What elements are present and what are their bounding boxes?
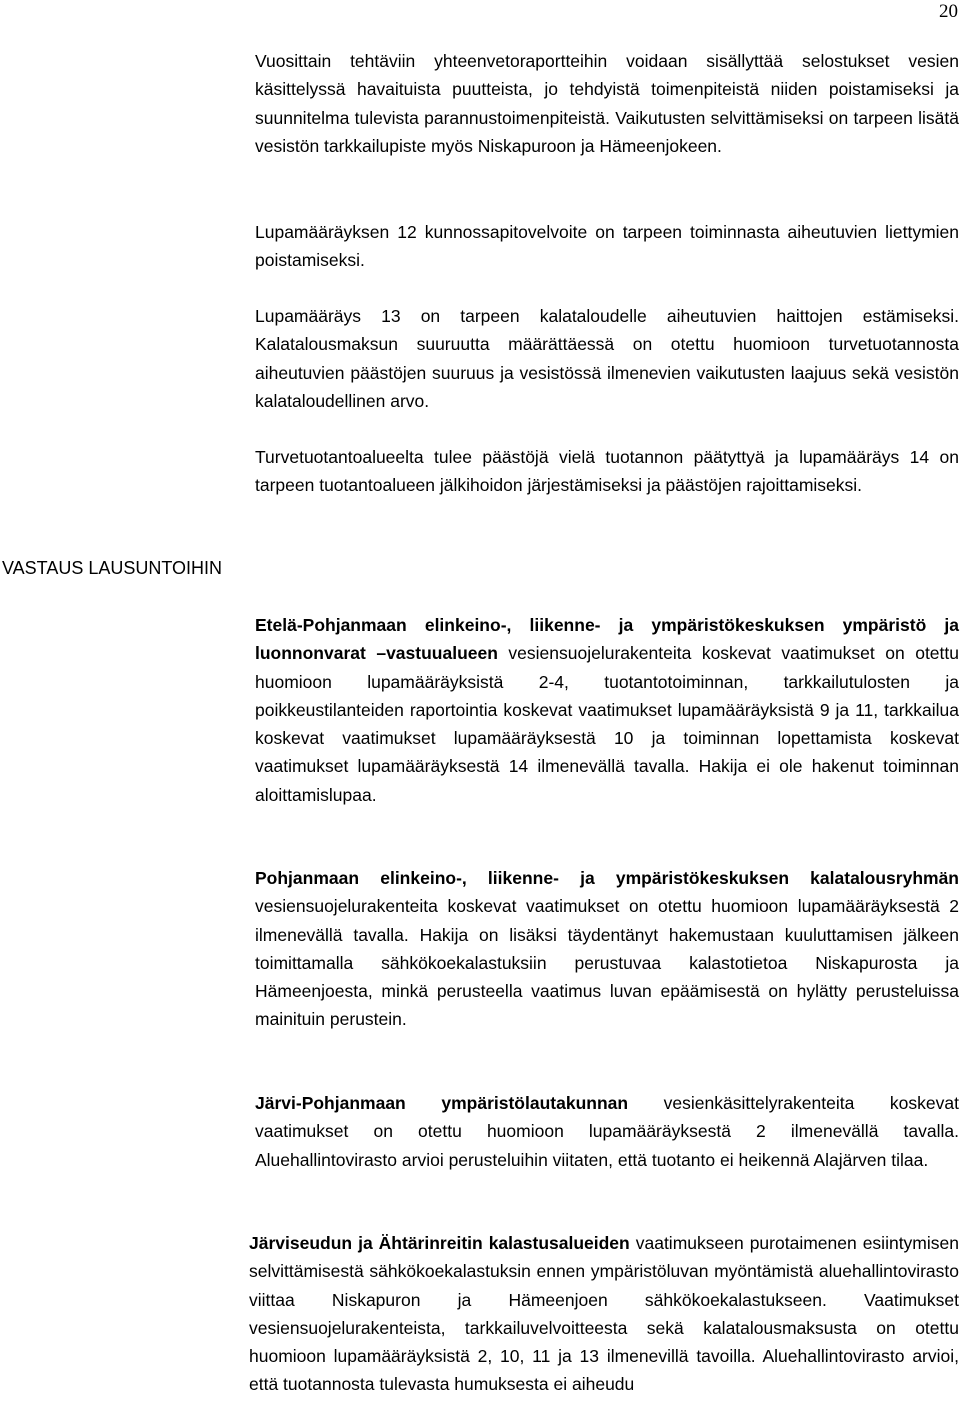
page-number: 20	[939, 1, 958, 22]
response-text: vesiensuojelurakenteita koskevat vaatimukset on otettu huomioon lupamääräyksestä 2 ilmenevällä tavalla. Hakija on lisäksi täydentänyt hakemustaan kuuluttamisen jälkeen toimittamalla sähkökoekalastuksiin perustuvaa kalastotietoa Niskapurosta ja Hämeenjoesta, minkä perusteella vaatimus luvan epäämisestä on hylätty perusteluissa mainituin perustein.	[255, 896, 959, 1030]
response-authority: Järvi-Pohjanmaan ympäristölautakunnan	[255, 1093, 629, 1113]
response-jarviseutu	[249, 1229, 959, 1399]
response-etela-pohjanmaa	[255, 611, 959, 809]
response-authority: Etelä-Pohjanmaan elinkeino-, liikenne- ja ympäristökeskuksen ympäristö ja luonnonvarat –vastuualueen	[255, 615, 959, 664]
paragraph-permit-12: Lupamääräyksen 12 kunnossapitovelvoite on tarpeen toiminnasta aiheutuvien liettymien poistamiseksi.	[255, 222, 959, 271]
side-heading: VASTAUS LAUSUNTOIHIN	[2, 558, 223, 578]
paragraph-permit-13: Lupamääräys 13 on tarpeen kalataloudelle aiheutuvien haittojen estämiseksi. Kalatalousmaksun suuruutta määrättäessä on otettu huomioon turvetuotannosta aiheutuvien päästöjen suuruus ja vesistössä ilmenevien vaikutusten laajuus sekä vesistön kalataloudellinen arvo.	[255, 306, 959, 411]
response-pohjanmaa	[255, 864, 959, 1034]
response-text: vaatimukseen purotaimenen esiintymisen selvittämisestä sähkökoekalastuksin ennen ympäristöluvan myöntämistä aluehallintovirasto viittaa Niskapuron ja Hämeenjoen sähkökoekalastukseen. Vaatimukset vesiensuojelurakenteista, tarkkailuvelvoitteesta sekä kalatalousmaksusta on otettu huomioon lupamääräyksistä 2, 10, 11 ja 13 ilmenevillä tavoilla. Aluehallintovirasto arvioi, että tuotannosta tulevasta humuksesta ei aiheudu	[249, 1233, 959, 1395]
response-authority: Pohjanmaan elinkeino-, liikenne- ja ympäristökeskuksen kalatalousryhmän	[255, 868, 959, 888]
paragraph-annual-reports: Vuosittain tehtäviin yhteenvetoraportteihin voidaan sisällyttää selostukset vesien käsittelyssä havaituista puutteista, jo tehdyistä toimenpiteistä niiden poistamiseksi ja suunnitelma tulevista parannustoimenpiteistä. Vaikutusten selvittämiseksi on tarpeen lisätä vesistön tarkkailupiste myös Niskapuroon ja Hämeenjokeen.	[255, 51, 959, 156]
response-authority: Järviseudun ja Ähtärinreitin kalastusalueiden	[249, 1233, 630, 1253]
response-text: vesienkäsittelyrakenteita koskevat vaatimukset on otettu huomioon lupamääräyksestä 2 ilmenevällä tavalla. Aluehallintovirasto arvioi perusteluihin viitaten, että tuotanto ei heikennä Alajärven tilaa.	[255, 1093, 959, 1170]
paragraph-permit-14: Turvetuotantoalueelta tulee päästöjä vielä tuotannon päätyttyä ja lupamääräys 14 on tarpeen tuotantoalueen jälkihoidon järjestämiseksi ja päästöjen rajoittamiseksi.	[255, 447, 959, 496]
response-text: vesiensuojelurakenteita koskevat vaatimukset on otettu huomioon lupamääräyksistä 2-4, tuotantotoiminnan, tarkkailutulosten ja poikkeustilanteiden raportointia koskevat vaatimukset lupamääräyksistä 9 ja 11, tarkkailua koskevat vaatimukset lupamääräyksestä 10 ja toiminnan lopettamista koskevat vaatimukset lupamääräyksestä 14 ilmenevällä tavalla. Hakija ei ole hakenut toiminnan aloittamislupaa.	[255, 643, 959, 805]
response-jarvi-pohjanmaa	[255, 1089, 959, 1174]
